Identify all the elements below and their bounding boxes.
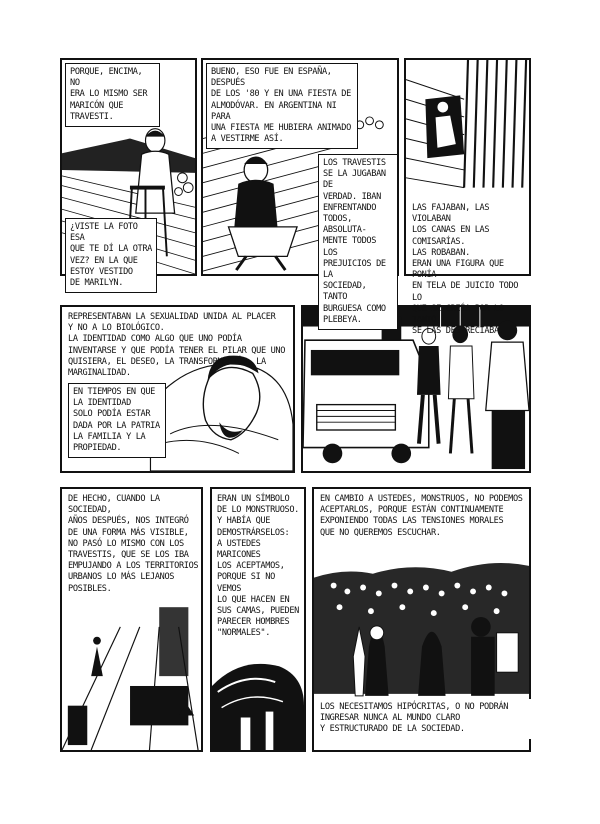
panel-2-caption-right: LOS TRAVESTIS SE LA JUGABAN DE VERDAD. IBAN ENFRENTANDO TODOS, ABSOLUTA- MENTE TODOS LOS PREJUICIOS DE LA SOCIEDAD, TANTO BURGUESA COMO PLEBEYA.: [318, 154, 398, 330]
panel-2-caption-top: BUENO, ESO FUE EN ESPAÑA, DESPUÉS DE LOS '80 Y EN UNA FIESTA DE ALMODÓVAR. EN ARGENTINA NI PARA UNA FIESTA ME HUBIERA ANIMADO A VESTIRME ASÍ.: [206, 63, 358, 149]
panel-7-caption-top: ERAN UN SÍMBOLO DE LO MONSTRUOSO. Y HABÍA QUE DEMOSTRÁRSELOS: A USTEDES MARICONES LOS ACEPTAMOS, PORQUE SI NO VEMOS LO QUE HACEN EN SUS CAMAS, PUEDEN PARECER HOMBRES "NORMALES".: [217, 494, 300, 639]
panel-6-caption-top: DE HECHO, CUANDO LA SOCIEDAD, AÑOS DESPUÉS, NOS INTEGRÓ DE UNA FORMA MÁS VISIBLE, NO PASÓ LO MISMO CON LOS TRAVESTIS, QUE SE LOS IBA EMPUJANDO A LOS TERRITORIOS URBANOS LO MÁS LEJANOS POSIBLES.: [68, 494, 199, 594]
panel-3-caption-bottom: LAS FAJABAN, LAS VIOLABAN LOS CANAS EN LAS COMISARÍAS. LAS ROBABAN. ERAN UNA FIGURA QUE PONÍA EN TELA DE JUICIO TODO LO QUE SE CREÍA POR LO TANTO, SE LAS DESPRECIABA.: [412, 203, 519, 337]
panel-8: [312, 487, 531, 752]
panel-4-caption-inner: EN TIEMPOS EN QUE LA IDENTIDAD SOLO PODÍA ESTAR DADA POR LA PATRIA LA FAMILIA Y LA PROPIEDAD.: [68, 383, 166, 458]
panel-8-caption-top: EN CAMBIO A USTEDES, MONSTRUOS, NO PODEMOS ACEPTARLOS, PORQUE ESTÁN CONTINUAMENTE EXPONIENDO TODAS LAS TENSIONES MORALES QUE NO QUEREMOS ESCUCHAR.: [320, 494, 523, 538]
panel-4-caption-top: REPRESENTABAN LA SEXUALIDAD UNIDA AL PLACER Y NO A LO BIOLÓGICO. LA IDENTIDAD COMO ALGO QUE UNO PODÍA INVENTARSE Y QUE PODÍA TENER EL PILAR QUE UNO QUISIERA, EL DESEO, LA TRANSFORMACIÓN, LA MARGINALIDAD.: [68, 312, 286, 379]
panel-8-caption-bottom: LOS NECESITAMOS HIPÓCRITAS, O NO PODRÁN INGRESAR NUNCA AL MUNDO CLARO Y ESTRUCTURADO DE LA SOCIEDAD.: [316, 699, 531, 739]
panel-4: [60, 305, 295, 473]
panel-2: [201, 58, 399, 325]
panel-6: [60, 487, 203, 752]
panel-1: [60, 58, 197, 289]
panel-1-caption-top: PORQUE, ENCIMA, NO ERA LO MISMO SER MARICÓN QUE TRAVESTI.: [65, 63, 160, 127]
panel-7: [210, 487, 306, 752]
panel-3: [404, 58, 531, 337]
panel-1-caption-bottom: ¿VISTE LA FOTO ESA QUE TE DÍ LA OTRA VEZ? EN LA QUE ESTOY VESTIDO DE MARILYN.: [65, 218, 157, 293]
